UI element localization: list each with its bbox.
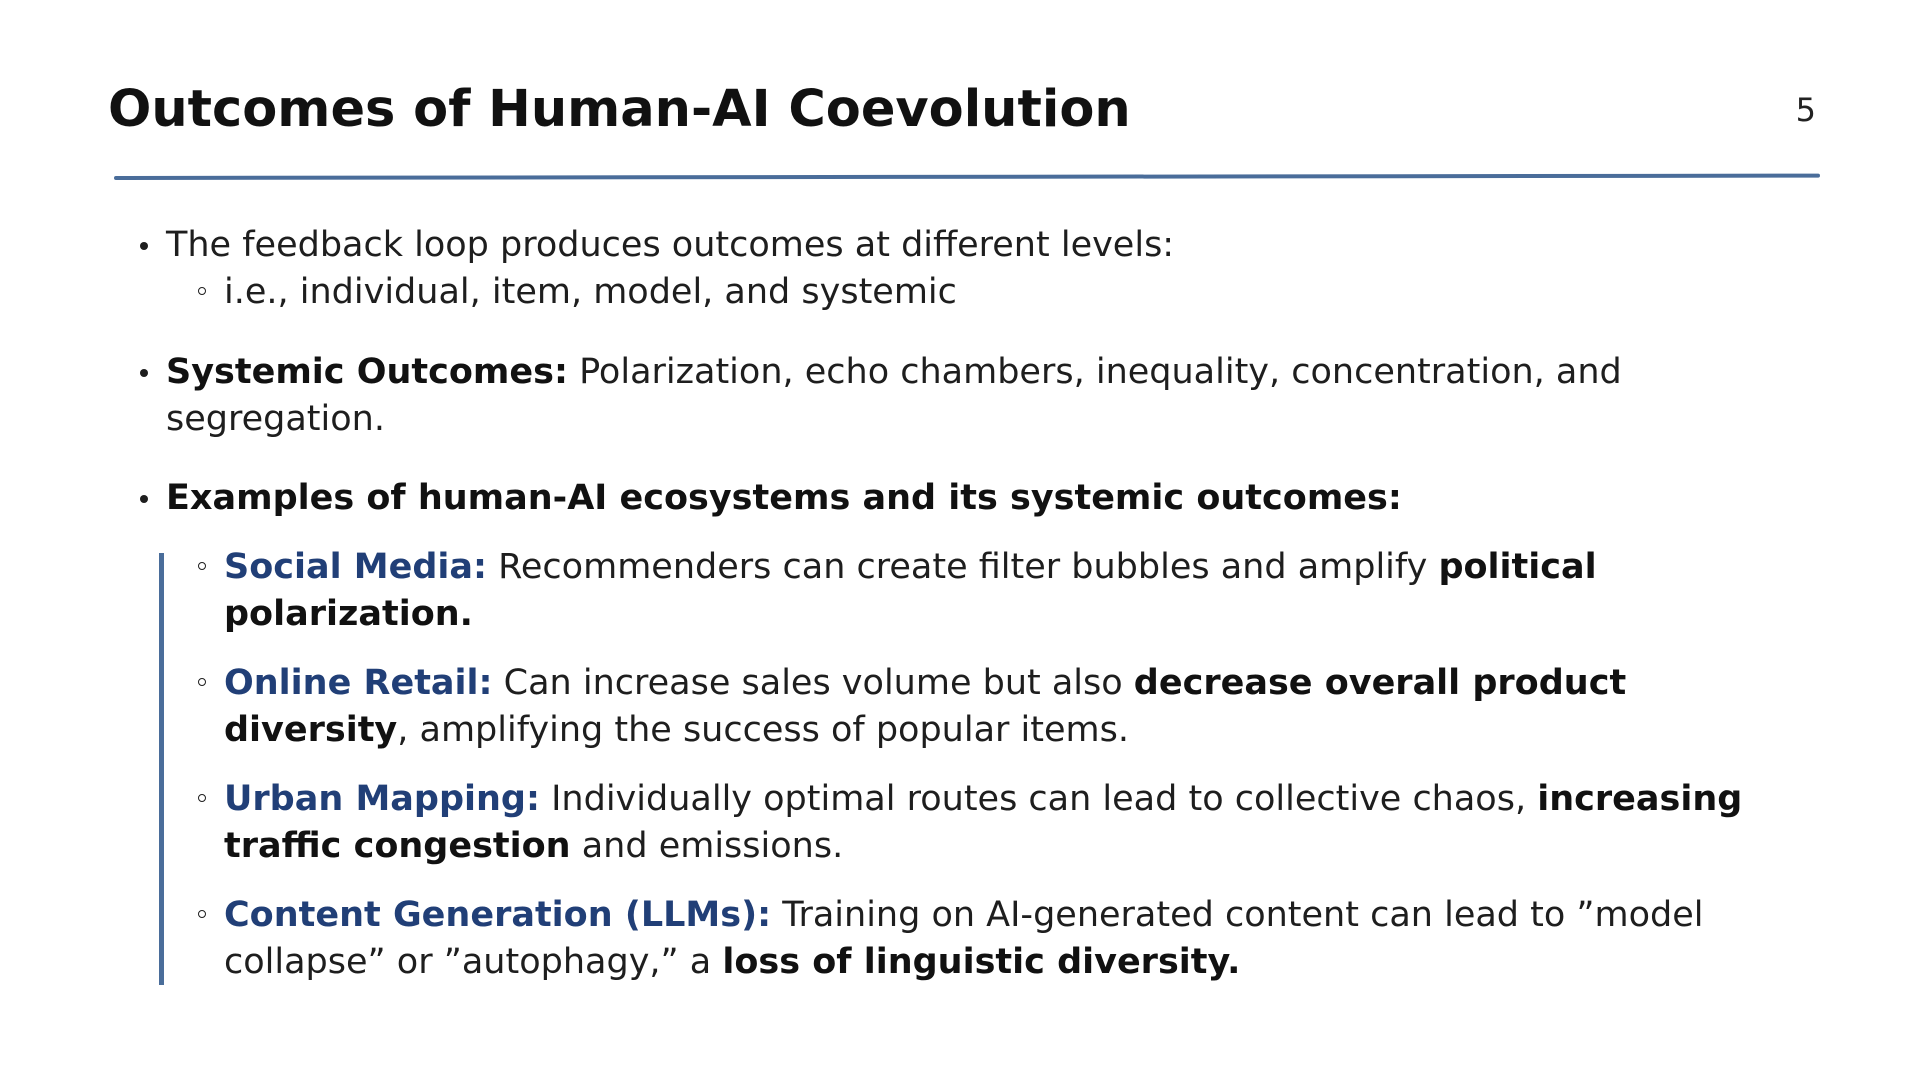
example-text: , amplifying the success of popular items. bbox=[397, 710, 1129, 750]
example-text: Can increase sales volume but also bbox=[492, 663, 1134, 703]
example-emphasis: increasing bbox=[1537, 779, 1743, 819]
example-emphasis: diversity bbox=[224, 710, 398, 750]
example-text: Individually optimal routes can lead to collective chaos, bbox=[539, 779, 1538, 819]
example-emphasis: decrease overall product bbox=[1133, 663, 1627, 703]
sub-bullet-ring bbox=[198, 678, 206, 686]
example-label: Content Generation (LLMs): bbox=[224, 895, 772, 935]
bullet-text: Polarization, echo chambers, inequality, concentration, and bbox=[567, 352, 1622, 392]
example-social-media bbox=[198, 544, 1818, 638]
example-emphasis: political bbox=[1438, 547, 1597, 587]
example-content-generation bbox=[198, 892, 1818, 986]
sub-bullet-ring bbox=[198, 287, 206, 295]
example-text: and emissions. bbox=[570, 826, 844, 866]
example-text: collapse” or ”autophagy,” a bbox=[224, 942, 723, 982]
bullet-dot bbox=[140, 369, 148, 377]
example-label: Urban Mapping: bbox=[224, 779, 540, 819]
example-text: Recommenders can create filter bubbles and amplify bbox=[487, 547, 1439, 587]
sub-bullet-text: i.e., individual, item, model, and systemic bbox=[224, 272, 957, 312]
sub-bullet-ring bbox=[198, 910, 206, 918]
example-label: Online Retail: bbox=[224, 663, 493, 703]
bullet-label: Examples of human-AI ecosystems and its systemic outcomes: bbox=[166, 478, 1402, 518]
bullet-dot bbox=[140, 242, 148, 250]
example-label: Social Media: bbox=[224, 547, 488, 587]
example-emphasis: polarization. bbox=[224, 594, 473, 634]
bullet-examples-heading bbox=[140, 475, 1790, 522]
example-emphasis: loss of linguistic diversity. bbox=[722, 942, 1241, 982]
example-text: Training on AI-generated content can lead to ”model bbox=[771, 895, 1704, 935]
bullet-label: Systemic Outcomes: bbox=[166, 352, 568, 392]
bullet-dot bbox=[140, 495, 148, 503]
sub-bullet-ring bbox=[198, 562, 206, 570]
slide-title: Outcomes of Human-AI Coevolution bbox=[108, 80, 1131, 139]
bullet-feedback-loop bbox=[140, 222, 1790, 316]
sub-bullet-ring bbox=[198, 794, 206, 802]
examples-accent-bar bbox=[159, 553, 164, 985]
example-urban-mapping bbox=[198, 776, 1818, 870]
example-emphasis: traffic congestion bbox=[224, 826, 571, 866]
bullet-text: The feedback loop produces outcomes at different levels: bbox=[166, 225, 1175, 265]
page-number: 5 bbox=[1795, 91, 1816, 129]
example-online-retail bbox=[198, 660, 1818, 754]
bullet-text-continued: segregation. bbox=[166, 399, 385, 439]
bullet-systemic-outcomes bbox=[140, 349, 1790, 443]
